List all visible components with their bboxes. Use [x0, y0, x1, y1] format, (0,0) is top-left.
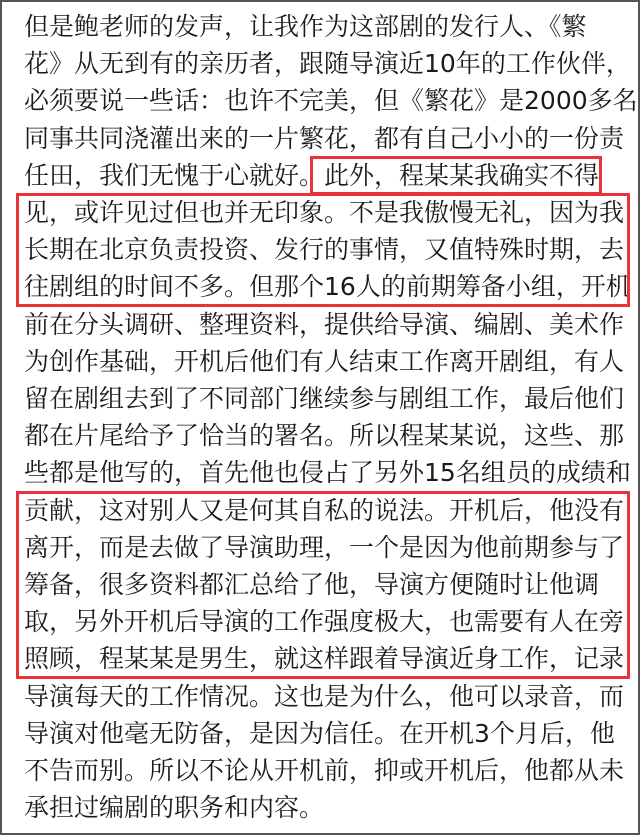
- text-line-19: 导演每天的工作情况。这也是为什么，他可以录音，而: [24, 681, 625, 711]
- text-line-5: 任田，我们无愧于心就好。此外，程某某我确实不得: [24, 160, 600, 190]
- text-line-16: 筹备，很多资料都汇总给了他，导演方便随时让他调: [24, 570, 600, 599]
- text-line-6: 见，或许见过但也并无印象。不是我傲慢无礼，因为我: [24, 198, 625, 227]
- text-line-22: 承担过编剧的职务和内容。: [24, 793, 325, 823]
- text-line-13: 些都是他写的，首先他也侵占了另外15名组员的成绩和: [24, 458, 631, 488]
- text-line-3: 必须要说一些话：也许不完美，但《繁花》是2000多名: [24, 86, 638, 116]
- text-line-1: 但是鲍老师的发声，让我作为这部剧的发行人、《繁: [24, 12, 587, 41]
- text-line-9: 前在分头调研、整理资料，提供给导演、编剧、美术作: [24, 309, 625, 339]
- text-line-21: 不告而别。所以不论从开机前，抑或开机后，他都从未: [24, 756, 625, 785]
- text-line-12: 都在片尾给予了恰当的署名。所以程某某说，这些、那: [24, 421, 625, 451]
- text-line-2: 花》从无到有的亲历者，跟随导演近10年的工作伙伴，: [24, 49, 631, 79]
- text-line-11: 留在剧组去到了不同部门继续参与剧组工作，最后他们: [24, 384, 625, 413]
- text-line-14: 贡献，这对别人又是何其自私的说法。开机后，他没有: [24, 495, 625, 525]
- text-line-18: 照顾，程某某是男生，就这样跟着导演近身工作，记录: [24, 644, 625, 674]
- text-line-8: 往剧组的时间不多。但那个16人的前期筹备小组，开机: [24, 272, 631, 302]
- text-line-20: 导演对他毫无防备，是因为信任。在开机3个月后，他: [24, 718, 615, 748]
- text-line-4: 同事共同浇灌出来的一片繁花，都有自己小小的一份责: [24, 123, 625, 153]
- text-line-10: 为创作基础，开机后他们有人结束工作离开剧组，有人: [24, 346, 625, 376]
- text-line-7: 长期在北京负责投资、发行的事情，又值特殊时期，去: [24, 235, 625, 265]
- text-line-15: 离开，而是去做了导演助理，一个是因为他前期参与了: [24, 532, 625, 562]
- text-line-17: 取，另外开机后导演的工作强度极大，也需要有人在旁: [24, 607, 625, 637]
